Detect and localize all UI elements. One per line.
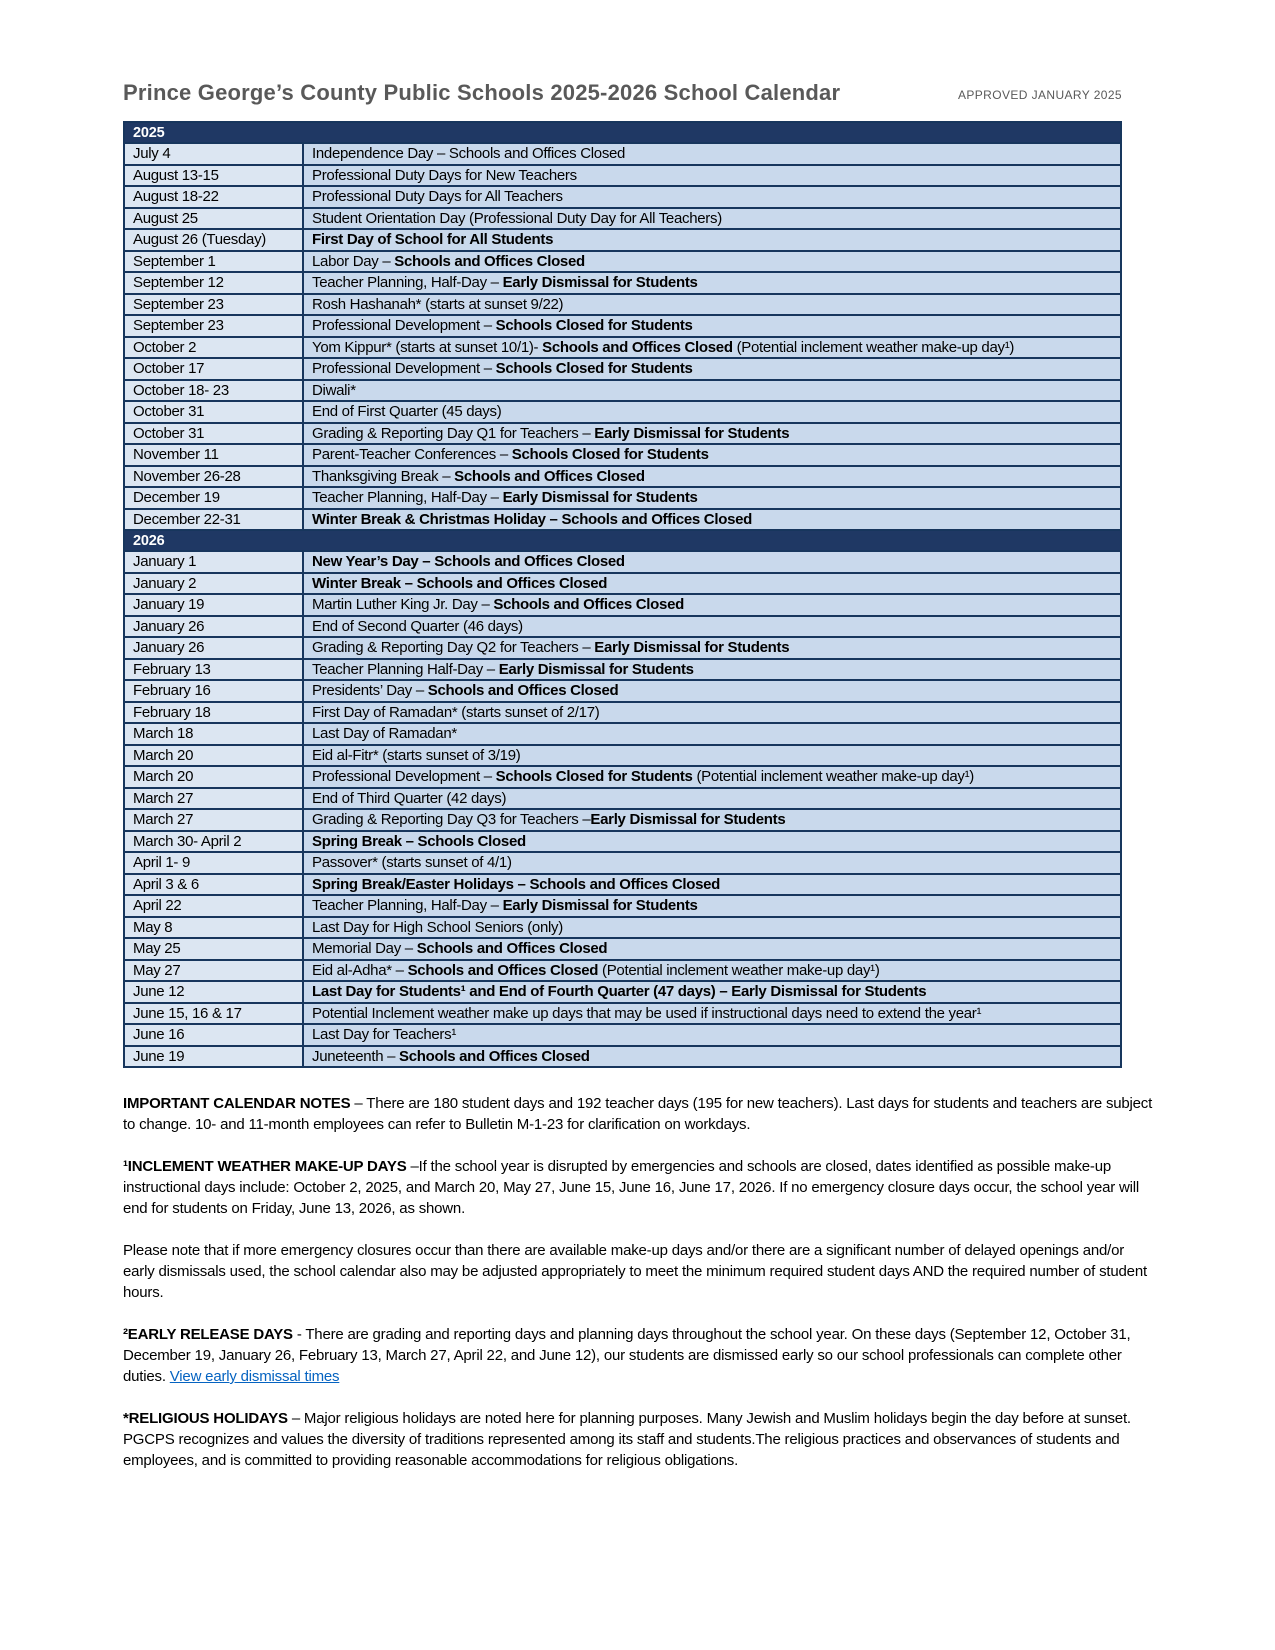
- date-cell: March 18: [125, 724, 304, 744]
- event-text: Professional Development –: [312, 360, 496, 377]
- event-text: Martin Luther King Jr. Day –: [312, 596, 494, 613]
- event-cell: [304, 681, 1120, 701]
- event-text-bold: Early Dismissal for Students: [498, 660, 694, 678]
- event-text: Teacher Planning, Half-Day –: [312, 489, 503, 506]
- early-dismissal-link[interactable]: View early dismissal times: [169, 1368, 340, 1385]
- event-cell: [304, 316, 1120, 336]
- table-row: [125, 636, 1120, 658]
- date-cell: September 12: [125, 273, 304, 293]
- event-text: End of First Quarter (45 days): [312, 403, 502, 420]
- event-text: Professional Duty Days for New Teachers: [312, 166, 577, 184]
- table-row: [125, 679, 1120, 701]
- table-row: [125, 1023, 1120, 1045]
- event-cell: [304, 875, 1120, 895]
- table-row: [125, 980, 1120, 1002]
- event-text-bold: New Year’s Day – Schools and Offices Closed: [312, 553, 625, 570]
- table-row: [125, 1045, 1120, 1067]
- table-row: [125, 422, 1120, 444]
- date-cell: January 2: [125, 574, 304, 594]
- calendar-table: [123, 121, 1122, 1068]
- event-text: Last Day of Ramadan*: [312, 725, 457, 742]
- event-text: Last Day for Teachers¹: [312, 1026, 457, 1043]
- date-cell: September 1: [125, 252, 304, 272]
- event-text: Yom Kippur* (starts at sunset 10/1)-: [312, 338, 543, 356]
- event-text: Professional Development –: [312, 317, 496, 334]
- event-cell: [304, 381, 1120, 401]
- event-cell: [304, 230, 1120, 250]
- note-heading: IMPORTANT CALENDAR NOTES: [123, 1095, 355, 1112]
- event-cell: [304, 467, 1120, 487]
- table-row: [125, 937, 1120, 959]
- date-cell: June 16: [125, 1025, 304, 1045]
- event-text: Grading & Reporting Day Q3 for Teachers –: [312, 811, 591, 828]
- event-cell: [304, 595, 1120, 615]
- event-text: (Potential inclement weather make-up day¹): [732, 338, 1015, 356]
- event-cell: [304, 445, 1120, 465]
- event-text-bold: Schools Closed for Students: [495, 317, 693, 334]
- table-row: [125, 228, 1120, 250]
- table-row: [125, 851, 1120, 873]
- table-row: [125, 379, 1120, 401]
- table-row: [125, 550, 1120, 572]
- event-text: End of Third Quarter (42 days): [312, 789, 507, 807]
- event-cell: [304, 724, 1120, 744]
- table-row: [125, 465, 1120, 487]
- event-cell: [304, 617, 1120, 637]
- note-heading: ¹INCLEMENT WEATHER MAKE-UP DAYS: [123, 1158, 411, 1175]
- event-cell: [304, 746, 1120, 766]
- event-cell: [304, 295, 1120, 315]
- date-cell: March 20: [125, 746, 304, 766]
- event-cell: [304, 574, 1120, 594]
- event-text-bold: Spring Break/Easter Holidays – Schools and Offices Closed: [312, 875, 721, 893]
- date-cell: January 26: [125, 617, 304, 637]
- event-text-bold: Early Dismissal for Students: [594, 639, 790, 656]
- date-cell: January 26: [125, 638, 304, 658]
- date-cell: November 26-28: [125, 467, 304, 487]
- date-cell: April 22: [125, 896, 304, 916]
- event-text: First Day of Ramadan* (starts sunset of 2/17): [312, 703, 600, 721]
- year-header-2025: 2025: [125, 121, 1120, 142]
- event-text-bold: Early Dismissal for Students: [502, 489, 698, 506]
- event-text-bold: Schools and Offices Closed: [399, 1047, 590, 1065]
- date-cell: June 19: [125, 1047, 304, 1067]
- date-cell: December 22-31: [125, 510, 304, 530]
- event-text-bold: Early Dismissal for Students: [502, 274, 698, 291]
- event-cell: [304, 359, 1120, 379]
- date-cell: May 8: [125, 918, 304, 938]
- event-cell: [304, 853, 1120, 873]
- note-text: – Major religious holidays are noted here for planning purposes. Many Jewish and Muslim holidays begin the day before at sunset. PGCPS recognizes and values the diversity of traditions represented among its staff and students.The religious practices and observances of students and employees, and is committed to providing reasonable accommodations for religious obligations.: [123, 1410, 1131, 1469]
- event-text: Last Day for High School Seniors (only): [312, 918, 563, 936]
- note-text: – There are 180 student days and 192 teacher days (195 for new teachers). Last days for students and teachers are subject to change. 10- and 11-month employees can refer to Bulletin M-1-23 for clarification on workdays.: [123, 1095, 1153, 1133]
- inclement-weather-note: [123, 1156, 1156, 1219]
- event-text: Passover* (starts sunset of 4/1): [312, 854, 512, 871]
- note-text: - There are grading and reporting days and planning days throughout the school year. On these days (September 12, October 31, December 19, January 26, February 13, March 27, April 22, and June 12), our students are dismissed early so our school professionals can complete other duties.: [123, 1326, 1131, 1385]
- date-cell: August 25: [125, 209, 304, 229]
- note-text: –If the school year is disrupted by emergencies and schools are closed, dates identified as possible make-up instructional days include: October 2, 2025, and March 20, May 27, June 15, June 16, June 17, 2026. If no emergency closure days occur, the school year will end for students on Friday, June 13, 2026, as shown.: [123, 1158, 1140, 1217]
- religious-holidays-note: [123, 1408, 1156, 1471]
- table-row: [125, 658, 1120, 680]
- date-cell: October 31: [125, 402, 304, 422]
- table-row: [125, 250, 1120, 272]
- important-calendar-notes: [123, 1093, 1156, 1135]
- date-cell: February 13: [125, 660, 304, 680]
- event-text: Teacher Planning, Half-Day –: [312, 274, 503, 291]
- table-row: [125, 830, 1120, 852]
- emergency-closures-note: [123, 1240, 1156, 1303]
- event-cell: [304, 1047, 1120, 1067]
- event-cell: [304, 166, 1120, 186]
- event-text-bold: Early Dismissal for Students: [594, 424, 790, 442]
- event-cell: [304, 552, 1120, 572]
- date-cell: February 18: [125, 703, 304, 723]
- event-text: Student Orientation Day (Professional Duty Day for All Teachers): [312, 209, 722, 227]
- event-cell: [304, 273, 1120, 293]
- date-cell: July 4: [125, 144, 304, 164]
- event-text: Rosh Hashanah* (starts at sunset 9/22): [312, 295, 564, 313]
- date-cell: March 20: [125, 767, 304, 787]
- table-row: [125, 916, 1120, 938]
- date-cell: April 1- 9: [125, 853, 304, 873]
- date-cell: October 31: [125, 424, 304, 444]
- event-cell: [304, 209, 1120, 229]
- table-row: [125, 894, 1120, 916]
- event-text-bold: Schools Closed for Students: [495, 360, 693, 377]
- event-text: Professional Development –: [312, 768, 496, 785]
- event-text: Labor Day –: [312, 252, 395, 270]
- year-header-2026: 2026: [125, 529, 1120, 550]
- table-row: [125, 593, 1120, 615]
- table-row: [125, 765, 1120, 787]
- event-text: Juneteenth –: [312, 1047, 400, 1065]
- date-cell: March 27: [125, 810, 304, 830]
- note-heading: ²EARLY RELEASE DAYS: [123, 1326, 293, 1343]
- event-text: (Potential inclement weather make-up day¹): [692, 768, 974, 785]
- table-row: [125, 207, 1120, 229]
- event-text-bold: Schools Closed for Students: [495, 768, 693, 785]
- date-cell: April 3 & 6: [125, 875, 304, 895]
- event-cell: [304, 896, 1120, 916]
- date-cell: January 1: [125, 552, 304, 572]
- table-row: [125, 164, 1120, 186]
- note-text: Please note that if more emergency closures occur than there are available make-up days and/or there are a significant number of delayed openings and/or early dismissals used, the school calendar also may be adjusted appropriately to meet the minimum required student days AND the required number of student hours.: [123, 1242, 1147, 1301]
- event-cell: [304, 252, 1120, 272]
- event-text: Memorial Day –: [312, 940, 417, 957]
- date-cell: October 2: [125, 338, 304, 358]
- note-heading: *RELIGIOUS HOLIDAYS: [123, 1410, 292, 1427]
- date-cell: February 16: [125, 681, 304, 701]
- date-cell: January 19: [125, 595, 304, 615]
- event-cell: [304, 1004, 1120, 1024]
- event-cell: [304, 424, 1120, 444]
- event-text-bold: Schools and Offices Closed: [542, 338, 733, 356]
- event-cell: [304, 767, 1120, 787]
- event-text-bold: Early Dismissal for Students: [590, 811, 786, 828]
- table-row: [125, 271, 1120, 293]
- event-text: Teacher Planning, Half-Day –: [312, 897, 503, 914]
- date-cell: September 23: [125, 316, 304, 336]
- table-row: [125, 722, 1120, 744]
- event-cell: [304, 703, 1120, 723]
- event-text: Thanksgiving Break –: [312, 467, 455, 485]
- event-text: End of Second Quarter (46 days): [312, 617, 523, 635]
- event-cell: [304, 832, 1120, 852]
- event-text-bold: Schools and Offices Closed: [454, 467, 645, 485]
- event-cell: [304, 488, 1120, 508]
- event-text: Grading & Reporting Day Q1 for Teachers –: [312, 424, 595, 442]
- event-cell: [304, 638, 1120, 658]
- table-row: [125, 744, 1120, 766]
- date-cell: August 26 (Tuesday): [125, 230, 304, 250]
- event-cell: [304, 810, 1120, 830]
- date-cell: December 19: [125, 488, 304, 508]
- event-text: Grading & Reporting Day Q2 for Teachers –: [312, 639, 595, 656]
- event-text-bold: Last Day for Students¹ and End of Fourth Quarter (47 days) – Early Dismissal for Students: [312, 983, 927, 1000]
- table-row: [125, 1002, 1120, 1024]
- table-row: [125, 486, 1120, 508]
- table-row: [125, 443, 1120, 465]
- event-text: Potential Inclement weather make up days that may be used if instructional days need to extend the year¹: [312, 1004, 982, 1022]
- event-text: Teacher Planning Half-Day –: [312, 660, 499, 678]
- table-row: [125, 185, 1120, 207]
- date-cell: June 12: [125, 982, 304, 1002]
- table-row: [125, 293, 1120, 315]
- event-text-bold: Schools and Offices Closed: [394, 252, 585, 270]
- event-text-bold: Schools and Offices Closed: [493, 596, 684, 613]
- event-cell: [304, 338, 1120, 358]
- date-cell: August 18-22: [125, 187, 304, 207]
- table-row: [125, 959, 1120, 981]
- page-title: Prince George’s County Public Schools 2025-2026 School Calendar: [123, 80, 841, 105]
- event-text-bold: First Day of School for All Students: [312, 231, 554, 248]
- event-cell: [304, 510, 1120, 530]
- event-cell: [304, 918, 1120, 938]
- date-cell: May 25: [125, 939, 304, 959]
- table-row: [125, 808, 1120, 830]
- date-cell: September 23: [125, 295, 304, 315]
- early-release-days-note: [123, 1324, 1156, 1387]
- page-header: [123, 80, 1122, 106]
- event-text-bold: Schools and Offices Closed: [416, 940, 608, 957]
- event-cell: [304, 961, 1120, 981]
- event-text: Independence Day – Schools and Offices Closed: [312, 145, 626, 162]
- event-cell: [304, 939, 1120, 959]
- event-text-bold: Schools Closed for Students: [511, 446, 709, 463]
- event-text: Diwali*: [312, 381, 356, 399]
- event-cell: [304, 789, 1120, 809]
- event-text-bold: Winter Break & Christmas Holiday – Schools and Offices Closed: [312, 510, 753, 528]
- event-text-bold: Early Dismissal for Students: [502, 897, 698, 914]
- event-text: Professional Duty Days for All Teachers: [312, 188, 563, 205]
- table-row: [125, 336, 1120, 358]
- event-cell: [304, 660, 1120, 680]
- event-cell: [304, 187, 1120, 207]
- event-text-bold: Schools and Offices Closed: [427, 682, 619, 699]
- table-row: [125, 873, 1120, 895]
- table-row: [125, 572, 1120, 594]
- event-text: Presidents’ Day –: [312, 682, 428, 699]
- date-cell: October 17: [125, 359, 304, 379]
- date-cell: August 13-15: [125, 166, 304, 186]
- date-cell: November 11: [125, 445, 304, 465]
- date-cell: June 15, 16 & 17: [125, 1004, 304, 1024]
- date-cell: March 27: [125, 789, 304, 809]
- event-cell: [304, 982, 1120, 1002]
- event-text-bold: Spring Break – Schools Closed: [312, 832, 526, 850]
- table-row: [125, 615, 1120, 637]
- table-row: [125, 314, 1120, 336]
- table-row: [125, 400, 1120, 422]
- approved-label: APPROVED JANUARY 2025: [957, 88, 1122, 102]
- date-cell: March 30- April 2: [125, 832, 304, 852]
- notes-section: [123, 1093, 1156, 1471]
- date-cell: October 18- 23: [125, 381, 304, 401]
- event-cell: [304, 144, 1120, 164]
- event-text-bold: Schools and Offices Closed: [407, 961, 599, 979]
- table-row: [125, 701, 1120, 723]
- event-text: (Potential inclement weather make-up day¹): [598, 961, 880, 979]
- event-cell: [304, 1025, 1120, 1045]
- date-cell: May 27: [125, 961, 304, 981]
- table-row: [125, 357, 1120, 379]
- table-row: [125, 787, 1120, 809]
- table-row: [125, 142, 1120, 164]
- event-text: Parent-Teacher Conferences –: [312, 446, 512, 463]
- event-text: Eid al-Fitr* (starts sunset of 3/19): [312, 746, 521, 764]
- table-row: [125, 508, 1120, 530]
- event-text-bold: Winter Break – Schools and Offices Closed: [312, 574, 608, 592]
- event-cell: [304, 402, 1120, 422]
- event-text: Eid al-Adha* –: [312, 961, 408, 979]
